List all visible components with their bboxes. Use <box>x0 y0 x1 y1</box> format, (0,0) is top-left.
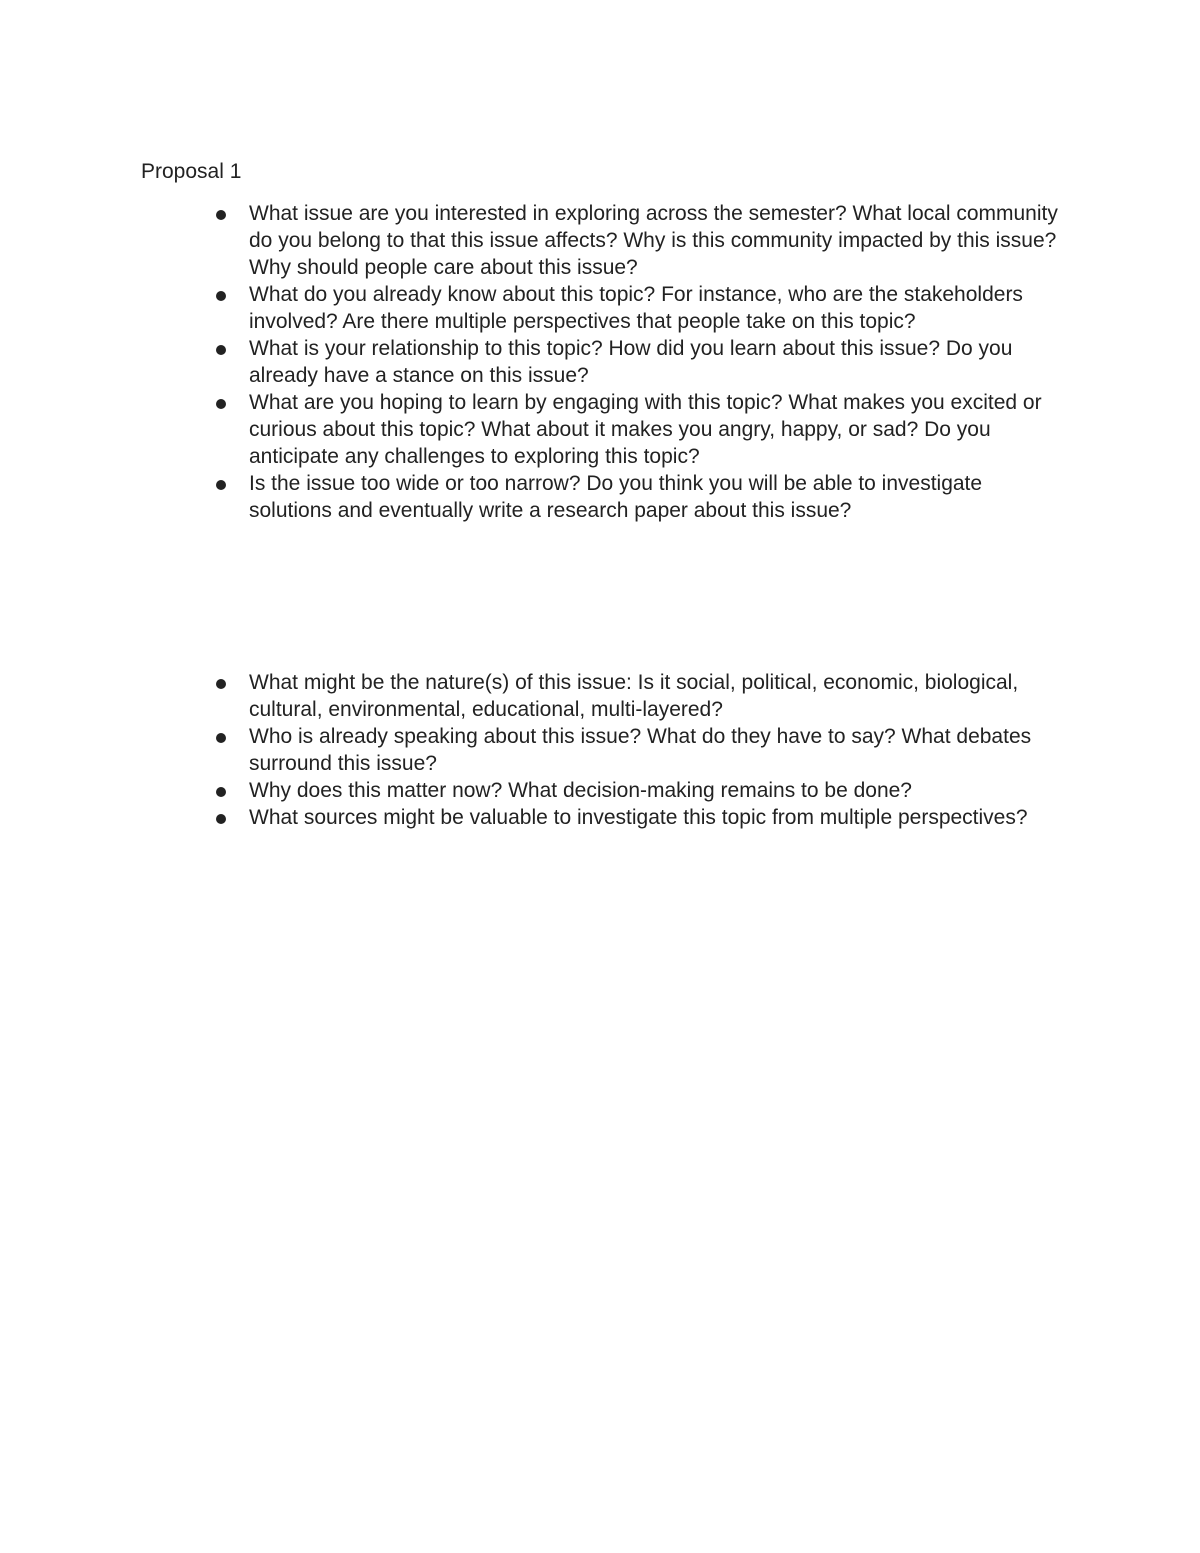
bullet-icon <box>216 679 226 689</box>
list-item <box>0 669 1069 723</box>
bullet-icon <box>216 480 226 490</box>
list-item <box>0 200 1069 281</box>
list-item <box>0 723 1069 777</box>
bullet-icon <box>216 210 226 220</box>
question-text: What is your relationship to this topic? How did you learn about this issue? Do you already have a stance on this issue? <box>249 337 1013 387</box>
question-text: What might be the nature(s) of this issue: Is it social, political, economic, biological, cultural, environmental, educational, multi-layered? <box>249 671 1019 721</box>
question-list-part1 <box>0 200 1200 524</box>
question-text: What are you hoping to learn by engaging with this topic? What makes you excited or curious about this topic? What about it makes you angry, happy, or sad? Do you anticipate any challenges to exploring this topic? <box>249 391 1042 468</box>
bullet-icon <box>216 787 226 797</box>
list-item <box>0 389 1069 470</box>
list-item <box>0 804 1069 831</box>
page-title: Proposal 1 <box>141 160 242 183</box>
bullet-icon <box>216 345 226 355</box>
list-item <box>0 470 1069 524</box>
list-item <box>0 281 1069 335</box>
bullet-icon <box>216 291 226 301</box>
question-text: What sources might be valuable to investigate this topic from multiple perspectives? <box>249 806 1028 829</box>
list-item <box>0 777 1069 804</box>
bullet-icon <box>216 733 226 743</box>
question-text: Is the issue too wide or too narrow? Do you think you will be able to investigate solutions and eventually write a research paper about this issue? <box>249 472 983 522</box>
list-item <box>0 335 1069 389</box>
question-text: Who is already speaking about this issue? What do they have to say? What debates surround this issue? <box>249 725 1032 775</box>
bullet-icon <box>216 814 226 824</box>
question-text: Why does this matter now? What decision-making remains to be done? <box>249 779 912 802</box>
bullet-icon <box>216 399 226 409</box>
question-text: What issue are you interested in exploring across the semester? What local community do you belong to that this issue affects? Why is this community impacted by this issue? Why should people care about this issue? <box>249 202 1058 279</box>
question-list-part2 <box>0 669 1200 831</box>
question-text: What do you already know about this topic? For instance, who are the stakeholders involved? Are there multiple perspectives that people take on this topic? <box>249 283 1023 333</box>
